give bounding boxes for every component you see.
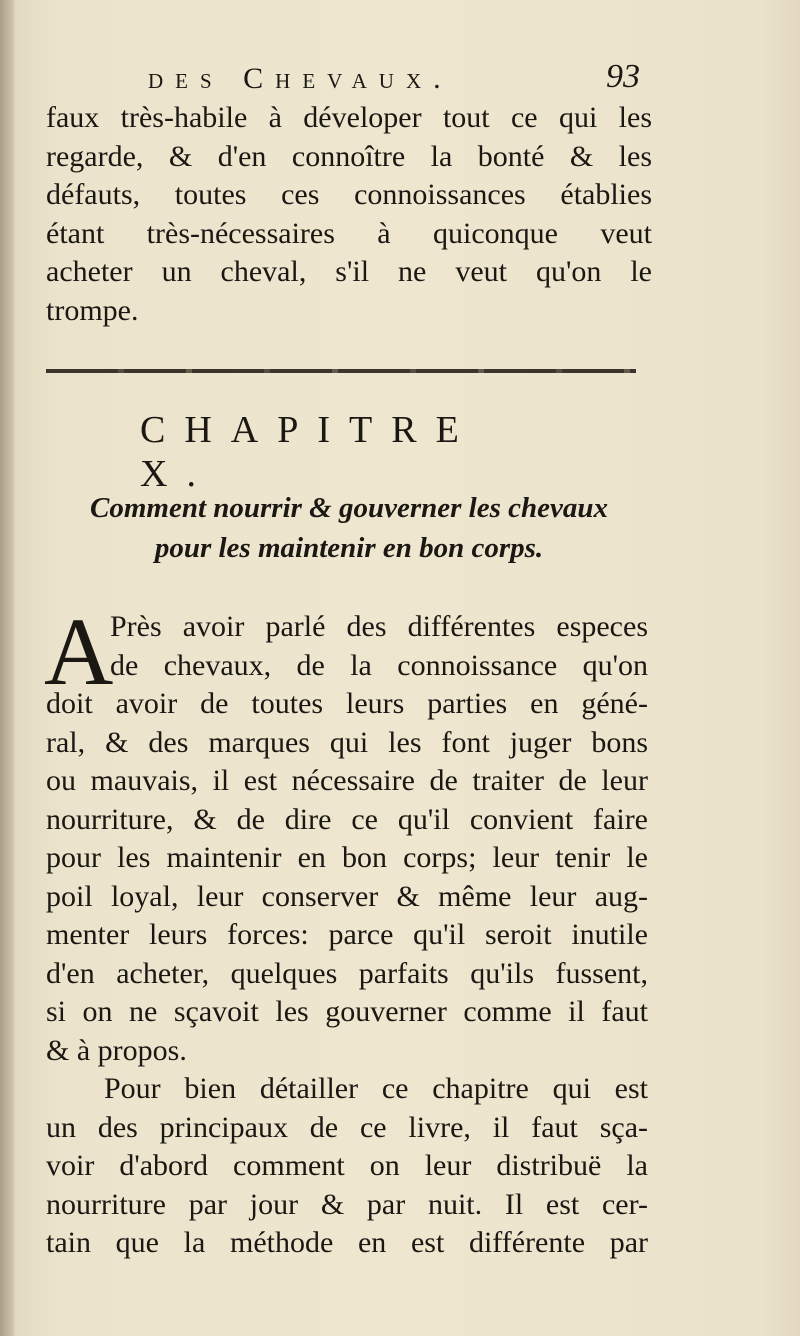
page-gutter [0,0,14,1336]
text-line: menter leurs forces: parce qu'il seroit inutile [46,918,648,951]
text-line: Pour bien détailler ce chapitre qui est [104,1072,648,1105]
text-line: un des principaux de ce livre, il faut sça- [46,1110,648,1144]
text-line: pour les maintenir en bon corps; leur tenir le [46,841,648,874]
text-line: tain que la méthode en est différente par [46,1226,648,1259]
drop-cap: A [44,598,114,705]
text-line: de chevaux, de la connoissance qu'on [110,648,648,682]
text-line: Près avoir parlé des différentes especes [110,610,648,643]
text-line: acheter un cheval, s'il ne veut qu'on le [46,255,652,288]
chapter-subtitle-line-1: Comment nourrir & gouverner les chevaux [89,492,609,524]
chapter-subtitle-line-2: pour les maintenir en bon corps. [154,532,544,564]
text-line: nourriture, & de dire ce qu'il convient faire [46,802,648,836]
text-line: voir d'abord comment on leur distribuë la [46,1149,648,1182]
text-line: défauts, toutes ces connoissances établies [46,178,652,211]
text-line: nourriture par jour & par nuit. Il est cer- [46,1187,648,1221]
text-line: si on ne sçavoit les gouverner comme il faut [46,995,648,1028]
text-line: étant très-nécessaires à quiconque veut [46,216,652,250]
paragraph-1 [44,598,648,1070]
text-line: doit avoir de toutes leurs parties en géné- [46,687,648,720]
text-line: & à propos. [46,1033,187,1067]
section-rule [46,369,636,373]
text-line: d'en acheter, quelques parfaits qu'ils fussent, [46,956,648,990]
text-line: faux très-habile à déveloper tout ce qui les [46,101,652,134]
running-head-title: des Chevaux. [148,62,453,95]
paragraph-2 [46,1070,648,1263]
text-line: trompe. [46,293,139,327]
page-number: 93 [606,58,640,95]
text-line: poil loyal, leur conserver & même leur aug- [46,879,648,913]
text-line: ral, & des marques qui les font juger bons [46,725,648,759]
running-head [140,58,660,102]
text-line: regarde, & d'en connoître la bonté & les [46,139,652,173]
top-paragraph [46,99,652,330]
chapter-title: CHAPITRE X. [140,409,478,495]
text-line: ou mauvais, il est nécessaire de traiter de leur [46,764,648,797]
